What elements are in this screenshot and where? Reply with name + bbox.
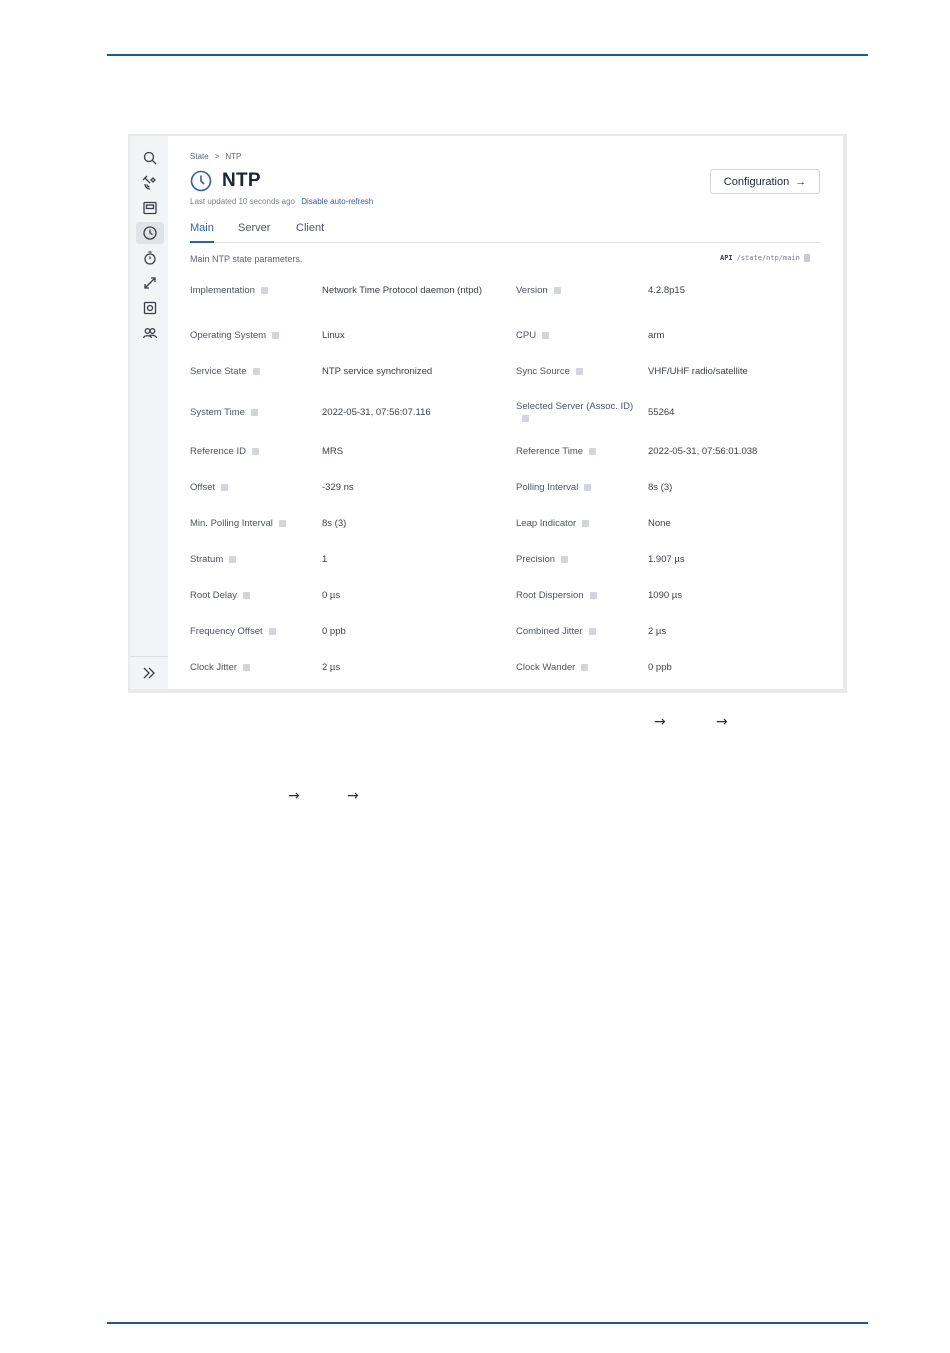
- param-value: 1.907 µs: [648, 554, 685, 565]
- param-label: Stratum: [190, 554, 224, 565]
- param-label: Clock Wander: [516, 662, 576, 673]
- page-title: NTP: [222, 170, 261, 191]
- param-label: CPU: [516, 330, 537, 341]
- table-row: [190, 550, 830, 570]
- param-value: 8s (3): [648, 482, 673, 493]
- param-label: Min. Polling Interval: [190, 518, 273, 529]
- info-icon[interactable]: [229, 556, 236, 563]
- network-card-icon[interactable]: [136, 197, 164, 219]
- table-row: [190, 586, 830, 606]
- param-value: 2 µs: [648, 626, 667, 637]
- breadcrumb-separator: >: [214, 152, 220, 161]
- tab-server[interactable]: Server: [238, 222, 271, 234]
- param-label-cell: [516, 396, 642, 430]
- clock-icon[interactable]: [136, 222, 164, 244]
- arrow-right-icon: →: [795, 175, 807, 188]
- param-label-cell: [516, 658, 642, 678]
- param-value: MRS: [322, 446, 344, 457]
- info-icon[interactable]: [269, 628, 276, 635]
- info-icon[interactable]: [584, 484, 591, 491]
- param-label: Combined Jitter: [516, 626, 583, 637]
- doc-arrow: →: [347, 788, 359, 804]
- info-icon[interactable]: [221, 484, 228, 491]
- param-label-cell: [516, 550, 642, 570]
- param-value: 1090 µs: [648, 590, 682, 601]
- title-row: [190, 170, 261, 192]
- tab-client[interactable]: Client: [296, 222, 325, 234]
- info-icon[interactable]: [561, 556, 568, 563]
- param-value: 2022-05-31, 07:56:07.116: [322, 407, 431, 418]
- param-value-cell: [648, 550, 828, 570]
- info-icon[interactable]: [590, 592, 597, 599]
- param-label-cell: [516, 586, 642, 606]
- param-label-cell: [190, 277, 316, 305]
- info-icon[interactable]: [542, 332, 549, 339]
- info-icon[interactable]: [253, 368, 260, 375]
- disk-icon[interactable]: [136, 297, 164, 319]
- param-label: Offset: [190, 482, 216, 493]
- param-value-cell: [648, 396, 828, 430]
- param-label-cell: [516, 277, 642, 305]
- table-row: [190, 514, 830, 534]
- param-value-cell: [322, 622, 482, 642]
- section-description: Main NTP state parameters.: [190, 254, 303, 264]
- param-value: 4.2.8p15: [648, 285, 685, 296]
- doc-arrow: →: [654, 714, 666, 730]
- info-icon[interactable]: [554, 287, 561, 294]
- api-path-text: /state/ntp/main: [736, 254, 800, 262]
- param-label-cell: [516, 326, 642, 346]
- api-path: [720, 254, 810, 262]
- param-value-cell: [322, 550, 482, 570]
- param-value: Network Time Protocol daemon (ntpd): [322, 285, 482, 296]
- param-label: Version: [516, 285, 548, 296]
- doc-arrow: →: [716, 714, 728, 730]
- doc-arrow: →: [288, 788, 300, 804]
- param-label-cell: [190, 622, 316, 642]
- tab-bar: [190, 222, 820, 243]
- tab-main[interactable]: Main: [190, 222, 214, 243]
- param-label-cell: [190, 478, 316, 498]
- breadcrumb: [190, 152, 241, 161]
- info-icon[interactable]: [243, 592, 250, 599]
- param-label: Sync Source: [516, 366, 570, 377]
- copy-icon[interactable]: [804, 254, 810, 262]
- param-label: Precision: [516, 554, 556, 565]
- param-label-cell: [190, 586, 316, 606]
- param-value: 0 µs: [322, 590, 341, 601]
- param-value: None: [648, 518, 671, 529]
- param-value-cell: [648, 362, 828, 382]
- param-value: NTP service synchronized: [322, 366, 433, 377]
- info-icon[interactable]: [589, 448, 596, 455]
- api-label: API: [720, 254, 733, 262]
- table-row: [190, 326, 830, 346]
- info-icon[interactable]: [581, 664, 588, 671]
- param-label-cell: [190, 514, 316, 534]
- param-value-cell: [322, 396, 482, 430]
- search-icon[interactable]: [136, 147, 164, 169]
- param-label: Frequency Offset: [190, 626, 263, 637]
- param-value: 1: [322, 554, 328, 565]
- param-value: 0 ppb: [648, 662, 672, 673]
- param-value-cell: [648, 586, 828, 606]
- param-label-cell: [516, 442, 642, 462]
- param-label: Implementation: [190, 285, 255, 296]
- param-value: 0 ppb: [322, 626, 346, 637]
- stopwatch-icon[interactable]: [136, 247, 164, 269]
- param-value-cell: [322, 326, 482, 346]
- info-icon[interactable]: [279, 520, 286, 527]
- param-value: VHF/UHF radio/satellite: [648, 366, 748, 377]
- info-icon[interactable]: [272, 332, 279, 339]
- info-icon[interactable]: [576, 368, 583, 375]
- param-value-cell: [322, 362, 482, 382]
- table-row: [190, 362, 830, 382]
- param-value-cell: [322, 658, 482, 678]
- param-label: Clock Jitter: [190, 662, 237, 673]
- param-label-cell: [190, 442, 316, 462]
- param-label-cell: [190, 550, 316, 570]
- configuration-button-label: Configuration: [723, 175, 790, 188]
- info-icon[interactable]: [252, 448, 259, 455]
- ntp-clock-icon: [190, 170, 212, 192]
- footer-rule: [107, 1322, 868, 1324]
- param-value-cell: [322, 586, 482, 606]
- param-value-cell: [648, 326, 828, 346]
- param-value: 2022-05-31, 07:56:01.038: [648, 446, 758, 457]
- users-icon[interactable]: [136, 322, 164, 344]
- breadcrumb-current: NTP: [225, 152, 242, 161]
- table-row: [190, 396, 830, 430]
- arrows-diagonal-icon[interactable]: [136, 272, 164, 294]
- table-row: [190, 478, 830, 498]
- param-label-cell: [516, 478, 642, 498]
- table-row: [190, 622, 830, 642]
- param-label-cell: [516, 622, 642, 642]
- satellite-icon[interactable]: [136, 172, 164, 194]
- last-updated: [190, 197, 373, 206]
- info-icon[interactable]: [251, 409, 258, 416]
- param-label: Root Delay: [190, 590, 237, 601]
- param-label: Root Dispersion: [516, 590, 584, 601]
- param-value-cell: [648, 478, 828, 498]
- param-value-cell: [648, 622, 828, 642]
- breadcrumb-parent[interactable]: State: [190, 152, 209, 161]
- param-value-cell: [322, 478, 482, 498]
- header-rule: [107, 54, 868, 56]
- param-label-cell: [190, 362, 316, 382]
- disable-auto-refresh-link[interactable]: Disable auto-refresh: [301, 197, 374, 206]
- info-icon[interactable]: [589, 628, 596, 635]
- configuration-button[interactable]: [710, 169, 820, 194]
- param-value-cell: [322, 277, 482, 305]
- screenshot-frame: [128, 134, 847, 693]
- table-row: [190, 658, 830, 678]
- param-value: 2 µs: [322, 662, 341, 673]
- param-label: Polling Interval: [516, 482, 579, 493]
- last-updated-text: Last updated 10 seconds ago: [190, 197, 295, 206]
- param-value: 55264: [648, 407, 675, 418]
- param-value-cell: [322, 442, 482, 462]
- param-value-cell: [648, 442, 828, 462]
- param-value: 8s (3): [322, 518, 347, 529]
- info-icon[interactable]: [582, 520, 589, 527]
- param-value-cell: [322, 514, 482, 534]
- table-row: [190, 442, 830, 462]
- param-label: Reference Time: [516, 446, 584, 457]
- info-icon[interactable]: [243, 664, 250, 671]
- param-value-cell: [648, 277, 828, 305]
- info-icon[interactable]: [261, 287, 268, 294]
- info-icon[interactable]: [522, 415, 529, 422]
- param-label-cell: [516, 362, 642, 382]
- param-value-cell: [648, 514, 828, 534]
- main-panel: [168, 136, 843, 689]
- param-label: Operating System: [190, 330, 267, 341]
- param-label-cell: [190, 326, 316, 346]
- param-label: Selected Server (Assoc. ID): [516, 401, 634, 412]
- sidebar: [130, 136, 168, 689]
- param-value: arm: [648, 330, 665, 341]
- param-value-cell: [648, 658, 828, 678]
- param-label-cell: [516, 514, 642, 534]
- param-label-cell: [190, 658, 316, 678]
- table-row: [190, 277, 830, 305]
- param-label: Reference ID: [190, 446, 246, 457]
- param-label: System Time: [190, 407, 245, 418]
- expand-sidebar-button[interactable]: [130, 656, 168, 689]
- param-label: Service State: [190, 366, 247, 377]
- double-chevron-right-icon: [141, 665, 157, 681]
- param-value: -329 ns: [322, 482, 354, 493]
- param-label-cell: [190, 396, 316, 430]
- param-value: Linux: [322, 330, 345, 341]
- param-label: Leap Indicator: [516, 518, 577, 529]
